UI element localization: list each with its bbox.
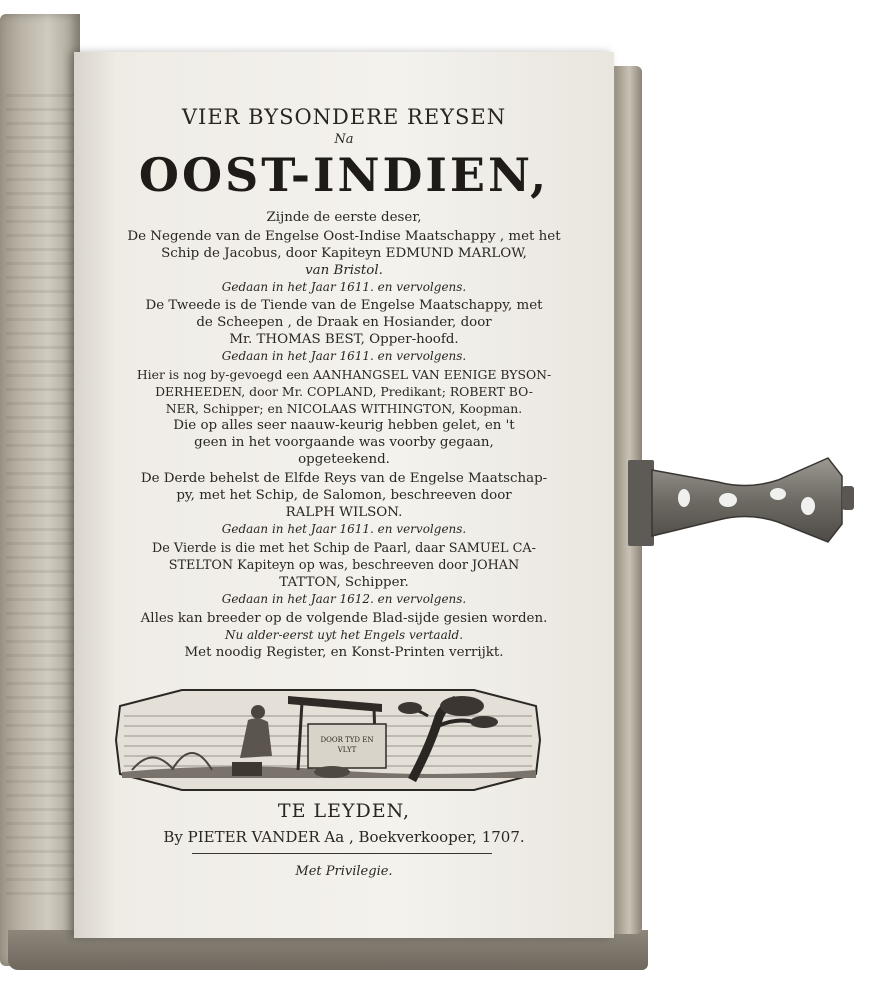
title-line-1: VIER BYSONDERE REYSEN — [181, 105, 507, 129]
text-line: Alles kan breeder op de volgende Blad-sijde gesien worden. — [140, 611, 548, 626]
text-line: Schip de Jacobus, door Kapiteyn EDMUND MARLOW, — [161, 246, 527, 261]
text-line: Hier is nog by-gevoegd een AANHANGSEL VAN EENIGE BYSON- — [136, 367, 552, 382]
text-line: De Negende van de Engelse Oost-Indise Maatschappy , met het — [127, 229, 561, 244]
text-line: Nu alder-eerst uyt het Engels vertaald. — [224, 628, 464, 642]
text-line: geen in het voorgaande was voorby gegaan, — [194, 435, 494, 450]
text-line: Zijnde de eerste deser, — [266, 210, 422, 225]
text-line: Gedaan in het Jaar 1611. en vervolgens. — [221, 280, 467, 294]
imprint-publisher: By PIETER VANDER Aa , Boekverkooper, 1707. — [163, 828, 525, 846]
silver-clasp-icon — [628, 452, 856, 548]
title-page-text — [74, 52, 614, 938]
text-line: Mr. THOMAS BEST, Opper-hoofd. — [229, 332, 459, 347]
text-line: TATTON, Schipper. — [279, 575, 409, 590]
svg-text:DOOR TYD EN: DOOR TYD EN — [320, 736, 374, 744]
imprint-city: TE LEYDEN, — [277, 800, 411, 822]
title-line-2: Na — [334, 132, 354, 147]
text-line: NER, Schipper; en NICOLAAS WITHINGTON, Koopman. — [165, 401, 523, 416]
svg-text:VLYT: VLYT — [337, 746, 357, 754]
text-line: RALPH WILSON. — [285, 505, 403, 520]
text-line: van Bristol. — [305, 263, 383, 278]
text-line: py, met het Schip, de Salomon, beschreeven door — [176, 488, 512, 503]
text-line: de Scheepen , de Draak en Hosiander, door — [196, 315, 492, 330]
text-line: Met noodig Register, en Konst-Printen verrijkt. — [184, 645, 504, 660]
text-line: Die op alles seer naauw-keurig hebben gelet, en 't — [173, 418, 515, 433]
text-line: opgeteekend. — [298, 452, 390, 467]
text-line: Gedaan in het Jaar 1611. en vervolgens. — [221, 349, 467, 363]
left-page — [0, 14, 80, 966]
text-line: DERHEEDEN, door Mr. COPLAND, Predikant; ROBERT BO- — [155, 384, 533, 399]
emblem-vignette-icon — [112, 686, 544, 794]
privilege-line: Met Privilegie. — [295, 864, 393, 879]
text-line: De Vierde is die met het Schip de Paarl, daar SAMUEL CA- — [152, 541, 536, 556]
text-line: STELTON Kapiteyn op was, beschreeven door JOHAN — [168, 558, 520, 573]
text-line: Gedaan in het Jaar 1611. en vervolgens. — [221, 522, 467, 536]
text-line: De Derde behelst de Elfde Reys van de Engelse Maatschap- — [140, 471, 548, 486]
text-line: Gedaan in het Jaar 1612. en vervolgens. — [221, 592, 467, 606]
text-line: De Tweede is de Tiende van de Engelse Maatschappy, met — [145, 298, 543, 313]
divider — [192, 853, 492, 854]
main-title: OOST-INDIEN, — [138, 148, 550, 202]
